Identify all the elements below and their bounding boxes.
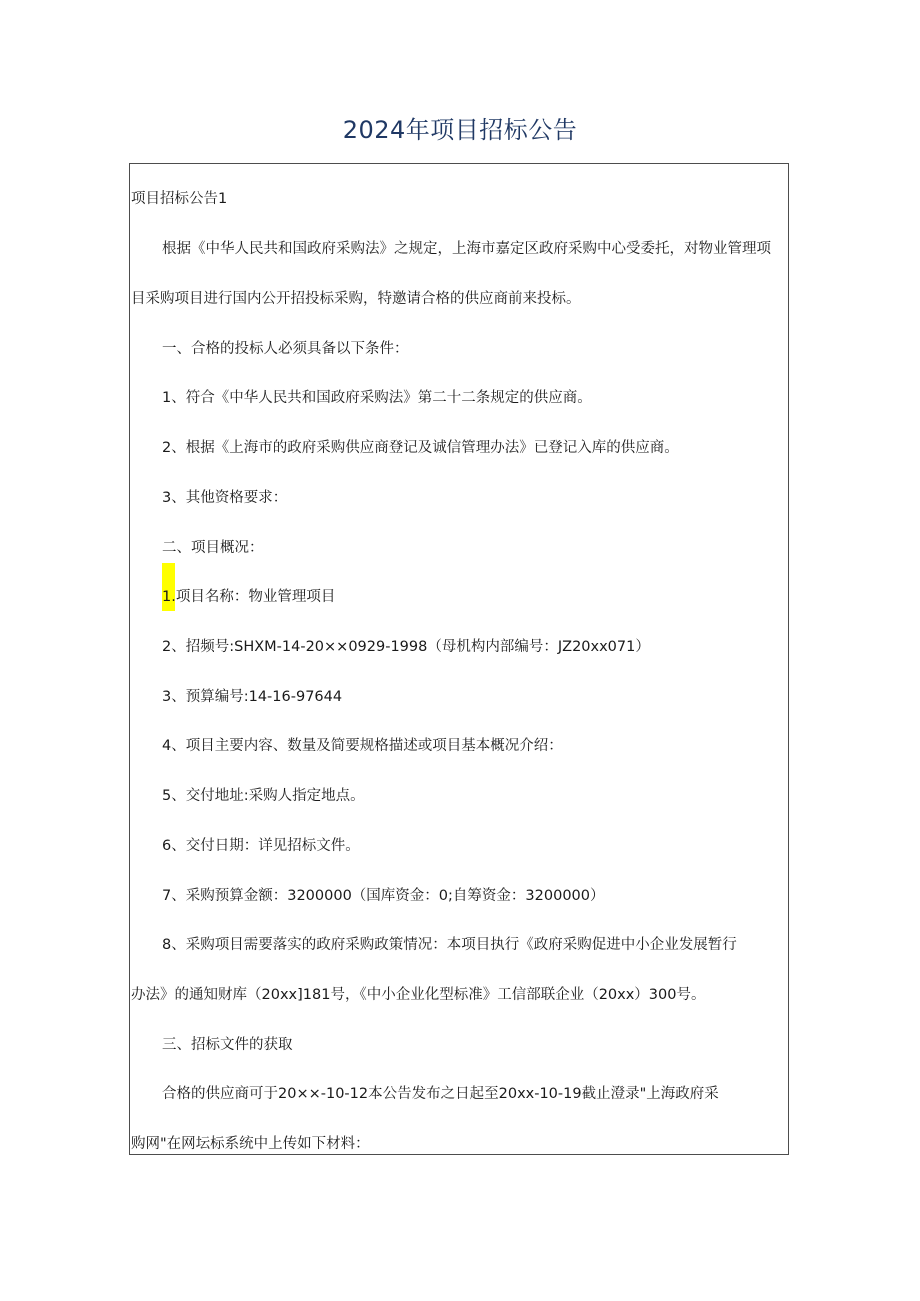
paragraph-line: 2、根据《上海市的政府采购供应商登记及诚信管理办法》已登记入库的供应商。 [162, 440, 679, 456]
paragraph-line: 6、交付日期：详见招标文件。 [162, 838, 360, 854]
paragraph-line: 7、采购预算金额：3200000（国库资金：0;自筹资金：3200000） [162, 888, 605, 904]
paragraph-line: 5、交付地址:采购人指定地点。 [162, 788, 365, 804]
paragraph-line: 二、项目概况： [162, 540, 264, 556]
paragraph-line: 2、招频号:SHXM-14-20××0929-1998（母机构内部编号：JZ20xx071） [162, 639, 650, 655]
paragraph-line: 4、项目主要内容、数量及简要规格描述或项目基本概况介绍： [162, 738, 563, 754]
paragraph-line: 合格的供应商可于20××-10-12本公告发布之日起至20xx-10-19截止澄录"上海政府采 [162, 1086, 719, 1102]
paragraph-line: 一、合格的投标人必须具备以下条件： [162, 341, 409, 357]
document-title: 2024年项目招标公告 [342, 116, 578, 144]
paragraph-line: 三、招标文件的获取 [162, 1037, 293, 1053]
paragraph-line: 根据《中华人民共和国政府采购法》之规定，上海市嘉定区政府采购中心受委托，对物业管理项 [162, 241, 771, 257]
paragraph-line: 目采购项目进行国内公开招投标采购，特邀请合格的供应商前来投标。 [131, 291, 581, 307]
paragraph-line: 3、其他资格要求： [162, 490, 288, 506]
paragraph-line: 办法》的通知财库（20xx]181号，《中小企业化型标准》工信部联企业（20xx）300号。 [131, 987, 706, 1003]
paragraph-line: 1、符合《中华人民共和国政府采购法》第二十二条规定的供应商。 [162, 390, 592, 406]
paragraph-line: 3、预算编号:14-16-97644 [162, 689, 343, 705]
section-heading: 项目招标公告1 [131, 191, 228, 207]
paragraph-line: 购网"在网坛标系统中上传如下材料： [131, 1136, 370, 1152]
paragraph-line: 1.项目名称：物业管理项目 [162, 589, 336, 605]
paragraph-line: 8、采购项目需要落实的政府采购政策情况：本项目执行《政府采购促进中小企业发展暂行 [162, 937, 737, 953]
